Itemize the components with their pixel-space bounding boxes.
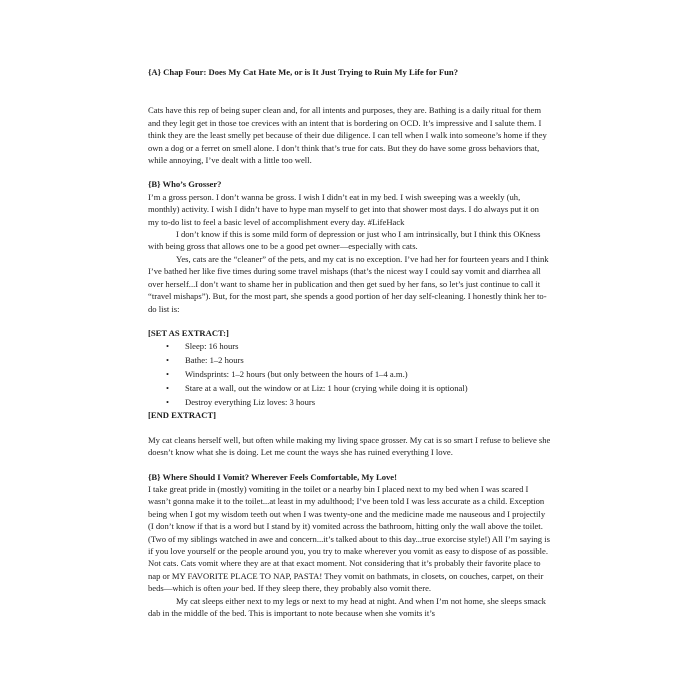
text-run: bed. If they sleep there, they probably also vomit there. (238, 583, 432, 594)
bullet-icon: • (166, 355, 170, 366)
bullet-icon: • (166, 368, 170, 379)
list-item (166, 354, 552, 366)
italic-text-run: your (223, 583, 239, 594)
extract-list (148, 340, 552, 408)
list-item (166, 368, 552, 380)
body-paragraph: My cat cleans herself well, but often while making my living space grosser. My cat is so smart I refuse to believe she doesn’t know what she is doing. Let me count the ways she has ruined everything I love. (148, 434, 551, 458)
body-paragraph (148, 483, 552, 595)
bullet-icon: • (166, 396, 170, 407)
list-item (166, 382, 552, 394)
extract-end-marker: [END EXTRACT] (148, 410, 217, 421)
intro-paragraph: Cats have this rep of being super clean and, for all intents and purposes, they are. Bathing is a daily ritual for them and they legit get in those toe crevices with an intent that is bordering on OCD. It’s impressive and I salute them. I think they are the least smelly pet because of their due diligence. I can tell when I walk into someone’s home if they own a dog or a ferret on smell alone. I don’t think that’s true for cats. But they do have some gross behaviors that, while annoying, I’ve dealt with a little too well. (148, 105, 547, 166)
list-item-text: Windsprints: 1–2 hours (but only between the hours of 1–4 a.m.) (185, 368, 408, 379)
body-paragraph: I’m a gross person. I don’t wanna be gross. I wish I didn’t eat in my bed. I wish sweeping was a weekly (uh, monthly) activity. I wish I didn’t have to hype man myself to get into that shower most days. I do always put it on my to-do list to feel a basic level of accomplishment every day. #LifeHack (148, 191, 539, 227)
list-item (166, 340, 552, 352)
list-item (166, 396, 552, 408)
section-heading-whos-grosser: {B} Who’s Grosser? (148, 179, 222, 190)
extract-start-marker: [SET AS EXTRACT:] (148, 327, 229, 338)
section-heading-where-should-i-vomit: {B} Where Should I Vomit? Wherever Feels Comfortable, My Love! (148, 471, 397, 482)
bullet-icon: • (166, 341, 170, 352)
text-run: I take great pride in (mostly) vomiting in the toilet or a nearby bin I placed next to my bed when I was scared I wasn’t gonna make it to the toilet...at least in my adulthood; I’ve been told I was less accurate as a child. Exception being when I got my wisdom teeth out when I was twenty-one and the medicine made me nauseous and I projectily (I don’t know if that is a word but I stand by it) vomited across the bathroom, hitting only the wall above the toilet. (Two of my siblings watched in awe and concern...it’s talked about to this day...true exorcise style!) All I’m saying is if you love yourself or the people around you, you try to make wherever you vomit as easy to dispose of as possible. Not cats. Cats vomit where they are at that exact moment. Not considering that it’s probably their favorite place to nap or MY FAVORITE PLACE TO NAP, PASTA! They vomit on bathmats, in closets, on couches, carpet, on their beds—which is often (148, 483, 550, 594)
list-item-text: Stare at a wall, out the window or at Liz: 1 hour (crying while doing it is optional) (185, 382, 468, 393)
list-item-text: Bathe: 1–2 hours (185, 355, 244, 366)
body-paragraph: My cat sleeps either next to my legs or next to my head at night. And when I’m not home, she sleeps smack dab in the middle of the bed. This is important to note because when she vomits it’s (148, 595, 546, 618)
body-paragraph: Yes, cats are the “cleaner” of the pets, and my cat is no exception. I’ve had her for fourteen years and I think I’ve bathed her like five times during some travel mishaps (that’s the nicest way I could say vomit and diarrhea all over herself...I don’t want to shame her in publication and then get sued by her fans, so let’s just continue to call it “travel mishaps”). But, for the most part, she spends a good portion of her day self-cleaning. I honestly think her to-do list is: (148, 253, 549, 314)
bullet-icon: • (166, 382, 170, 393)
list-item-text: Sleep: 16 hours (185, 341, 239, 352)
body-paragraph: I don’t know if this is some mild form of depression or just who I am intrinsically, but I think this OKness with being gross that allows one to be a good pet owner—especially with cats. (148, 229, 541, 252)
chapter-title: {A} Chap Four: Does My Cat Hate Me, or is It Just Trying to Ruin My Life for Fun? (148, 67, 459, 77)
list-item-text: Destroy everything Liz loves: 3 hours (185, 396, 316, 407)
